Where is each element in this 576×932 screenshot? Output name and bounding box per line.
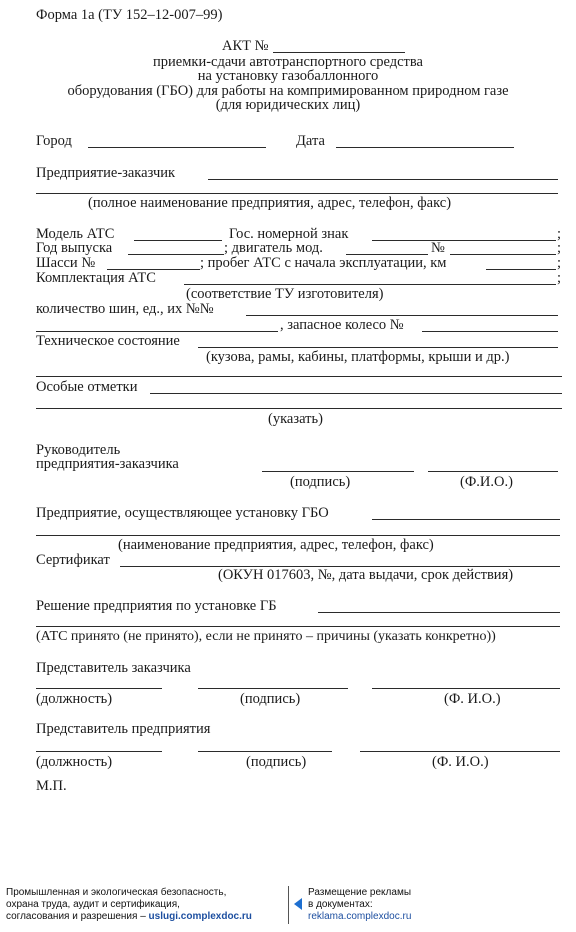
arrow-left-icon: [294, 898, 302, 910]
act-subtitle-3: оборудования (ГБО) для работы на компримированном природном газе: [67, 83, 509, 99]
rep-customer-signature-field[interactable]: [198, 688, 348, 689]
mileage-label: ; пробег АТС с начала эксплуатации, км: [200, 255, 447, 271]
completeness-label: Комплектация АТС: [36, 270, 156, 286]
customer-field[interactable]: [208, 179, 558, 180]
tires-label: количество шин, ед., их №№: [36, 301, 214, 317]
rep-company-fio-hint: (Ф. И.О.): [432, 754, 489, 770]
head-signature-hint: (подпись): [290, 474, 351, 490]
model-label: Модель АТС: [36, 226, 115, 242]
tech-state-label: Техническое состояние: [36, 333, 180, 349]
footer-divider: [288, 886, 289, 924]
tires-field[interactable]: [246, 315, 558, 316]
footer-right-line-1: Размещение рекламы: [308, 887, 412, 898]
rep-customer-fio-hint: (Ф. И.О.): [444, 691, 501, 707]
decision-field[interactable]: [318, 612, 560, 613]
customer-field-line-2[interactable]: [36, 193, 558, 194]
mileage-field[interactable]: [486, 269, 556, 270]
notes-hint: (указать): [268, 411, 323, 427]
notes-label: Особые отметки: [36, 379, 138, 395]
footer-left-line-3-wrap: [6, 911, 252, 923]
rep-company-fio-field[interactable]: [360, 751, 560, 752]
engine-number-label: №: [431, 240, 445, 256]
rep-customer-position-field[interactable]: [36, 688, 162, 689]
tech-state-hint: (кузова, рамы, кабины, платформы, крыши и др.): [206, 349, 510, 365]
footer-left: [6, 887, 252, 923]
customer-hint: (полное наименование предприятия, адрес, телефон, факс): [88, 195, 452, 211]
stamp-label: М.П.: [36, 778, 67, 794]
rep-company-position-hint: (должность): [36, 754, 113, 770]
head-label-2: предприятия-заказчика: [36, 456, 179, 472]
footer-left-line-2: охрана труда, аудит и сертификация,: [6, 899, 180, 910]
installer-field[interactable]: [372, 519, 560, 520]
rep-customer-signature-hint: (подпись): [240, 691, 301, 707]
tires-field-line-2[interactable]: [36, 331, 278, 332]
footer-left-line-1: Промышленная и экологическая безопасность,: [6, 887, 227, 898]
act-number-field[interactable]: [273, 52, 405, 53]
decision-label: Решение предприятия по установке ГБ: [36, 598, 277, 614]
rep-company-signature-field[interactable]: [198, 751, 332, 752]
reg-number-label: Гос. номерной знак: [229, 226, 349, 242]
customer-label: Предприятие-заказчик: [36, 165, 176, 181]
tech-state-field[interactable]: [198, 347, 558, 348]
engine-label: ; двигатель мод.: [224, 240, 323, 256]
certificate-hint: (ОКУН 017603, №, дата выдачи, срок действия): [218, 567, 514, 583]
semicolon-4: ;: [557, 270, 562, 286]
footer-right-line-2: в документах:: [308, 899, 373, 910]
head-fio-field[interactable]: [428, 471, 558, 472]
completeness-field[interactable]: [184, 284, 556, 285]
model-field[interactable]: [134, 240, 222, 241]
head-fio-hint: (Ф.И.О.): [460, 474, 513, 490]
semicolon-3: ;: [557, 255, 562, 271]
act-subtitle-4: (для юридических лиц): [215, 97, 361, 113]
footer-ad: [0, 884, 576, 932]
head-label-1: Руководитель: [36, 442, 121, 458]
city-label: Город: [36, 133, 72, 149]
footer-left-line-3: согласования и разрешения –: [6, 911, 146, 922]
reg-number-field[interactable]: [372, 240, 556, 241]
city-field[interactable]: [88, 147, 266, 148]
decision-field-line-2[interactable]: [36, 626, 560, 627]
rep-company-signature-hint: (подпись): [246, 754, 307, 770]
reklama-link[interactable]: reklama.complexdoc.ru: [308, 911, 412, 922]
uslugi-link[interactable]: uslugi.complexdoc.ru: [148, 911, 252, 922]
spare-wheel-field[interactable]: [422, 331, 558, 332]
notes-field-line-2[interactable]: [36, 408, 562, 409]
notes-field[interactable]: [150, 393, 562, 394]
form-label: Форма 1а (ТУ 152–12-007–99): [36, 7, 223, 23]
year-label: Год выпуска: [36, 240, 113, 256]
decision-hint: (АТС принято (не принято), если не принято – причины (указать конкретно)): [36, 629, 496, 644]
installer-field-line-2[interactable]: [36, 535, 560, 536]
act-subtitle-1: приемки-сдачи автотранспортного средства: [153, 54, 423, 70]
act-title: АКТ №: [222, 38, 269, 54]
chassis-label: Шасси №: [36, 255, 96, 271]
head-signature-field[interactable]: [262, 471, 414, 472]
date-field[interactable]: [336, 147, 514, 148]
rep-customer-fio-field[interactable]: [372, 688, 560, 689]
date-label: Дата: [296, 133, 325, 149]
act-subtitle-2: на установку газобаллонного: [197, 68, 379, 84]
installer-label: Предприятие, осуществляющее установку ГБО: [36, 505, 329, 521]
installer-hint: (наименование предприятия, адрес, телефон, факс): [118, 537, 434, 553]
certificate-label: Сертификат: [36, 552, 110, 568]
semicolon-2: ;: [557, 240, 562, 256]
semicolon-1: ;: [557, 226, 562, 242]
rep-company-label: Представитель предприятия: [36, 721, 211, 737]
footer-right-line-3-wrap: [308, 911, 411, 923]
tech-state-field-line-2[interactable]: [36, 376, 562, 377]
rep-company-position-field[interactable]: [36, 751, 162, 752]
rep-customer-label: Представитель заказчика: [36, 660, 191, 676]
spare-wheel-label: , запасное колесо №: [280, 317, 404, 333]
engine-number-field[interactable]: [450, 254, 556, 255]
completeness-hint: (соответствие ТУ изготовителя): [186, 286, 384, 302]
rep-customer-position-hint: (должность): [36, 691, 113, 707]
footer-right: [308, 887, 411, 923]
